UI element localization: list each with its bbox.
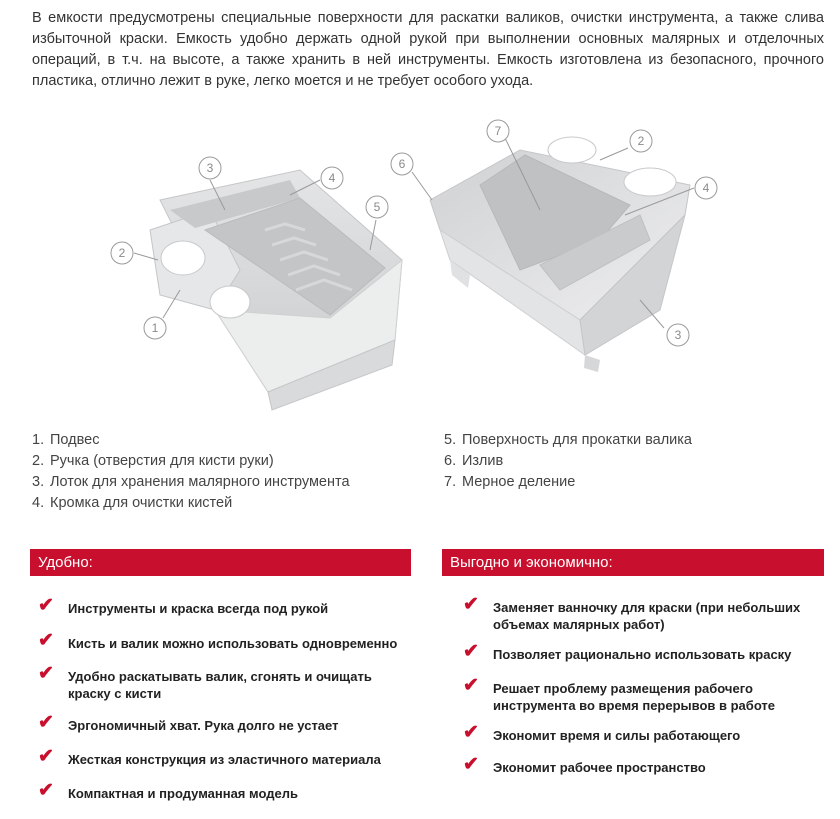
list-item: 6. Излив xyxy=(444,453,504,469)
list-item: ✔ Экономит рабочее пространство xyxy=(463,754,706,775)
check-icon: ✔ xyxy=(463,675,479,696)
list-item: 3. Лоток для хранения малярного инструмента xyxy=(32,474,350,490)
list-item: ✔ Экономит время и силы работающего xyxy=(463,722,741,743)
list-item: ✔ Кисть и валик можно использовать одновременно xyxy=(38,630,398,651)
section-header-convenient: Удобно: xyxy=(30,549,411,576)
list-item: 1. Подвес xyxy=(32,432,100,448)
list-item: ✔ Инструменты и краска всегда под рукой xyxy=(38,595,329,616)
callout-number: 3 xyxy=(206,161,214,175)
list-item: ✔ Решает проблему размещения рабочего инструмента во время перерывов в работе xyxy=(463,675,776,713)
callout-number: 4 xyxy=(702,181,710,195)
benefits-list-left xyxy=(38,595,408,802)
list-item: 4. Кромка для очистки кистей xyxy=(32,495,233,511)
container-left-view xyxy=(150,170,402,410)
list-item: 7. Мерное деление xyxy=(444,474,576,490)
check-icon: ✔ xyxy=(463,641,479,662)
check-icon: ✔ xyxy=(38,780,54,801)
list-item: 5. Поверхность для прокатки валика xyxy=(444,432,692,448)
check-icon: ✔ xyxy=(38,712,54,733)
list-item: ✔ Эргономичный хват. Рука долго не устает xyxy=(38,712,339,733)
benefits-list-right xyxy=(463,594,825,776)
callout-number: 6 xyxy=(398,157,406,171)
callout-number: 5 xyxy=(373,200,381,214)
parts-list-left xyxy=(32,430,350,514)
list-item: 2. Ручка (отверстия для кисти руки) xyxy=(32,453,274,469)
section-header-economical: Выгодно и экономично: xyxy=(442,549,824,576)
check-icon: ✔ xyxy=(463,594,479,615)
check-icon: ✔ xyxy=(38,746,54,767)
list-item: ✔ Жесткая конструкция из эластичного материала xyxy=(38,746,381,767)
callout-number: 1 xyxy=(151,321,159,335)
intro-paragraph: В емкости предусмотрены специальные поверхности для раскатки валиков, очистки инструмента, а также слива избыточной краски. Емкость удобно держать одной рукой при выполнении основных малярных и отделочных операций, в т.ч. на высоте, а также хранить в ней инструменты. Емкость изготовлена из безопасного, прочного пластика, отлично лежит в руке, легко моется и не требует особого ухода. xyxy=(32,10,824,89)
check-icon: ✔ xyxy=(38,595,54,616)
parts-list-right xyxy=(444,430,692,493)
list-item: ✔ Компактная и продуманная модель xyxy=(38,780,298,801)
callout-number: 4 xyxy=(328,171,336,185)
check-icon: ✔ xyxy=(463,754,479,775)
check-icon: ✔ xyxy=(38,630,54,651)
callout-number: 2 xyxy=(637,134,645,148)
callout-number: 7 xyxy=(494,124,502,138)
product-illustration xyxy=(0,110,840,420)
list-item: ✔ Удобно раскатывать валик, сгонять и очищать краску с кисти xyxy=(38,663,372,701)
container-right-view xyxy=(430,137,690,372)
list-item: ✔ Позволяет рационально использовать краску xyxy=(463,641,792,662)
check-icon: ✔ xyxy=(463,722,479,743)
callout-number: 3 xyxy=(674,328,682,342)
list-item: ✔ Заменяет ванночку для краски (при небольших объемах малярных работ) xyxy=(463,594,801,632)
callout-number: 2 xyxy=(118,246,126,260)
check-icon: ✔ xyxy=(38,663,54,684)
